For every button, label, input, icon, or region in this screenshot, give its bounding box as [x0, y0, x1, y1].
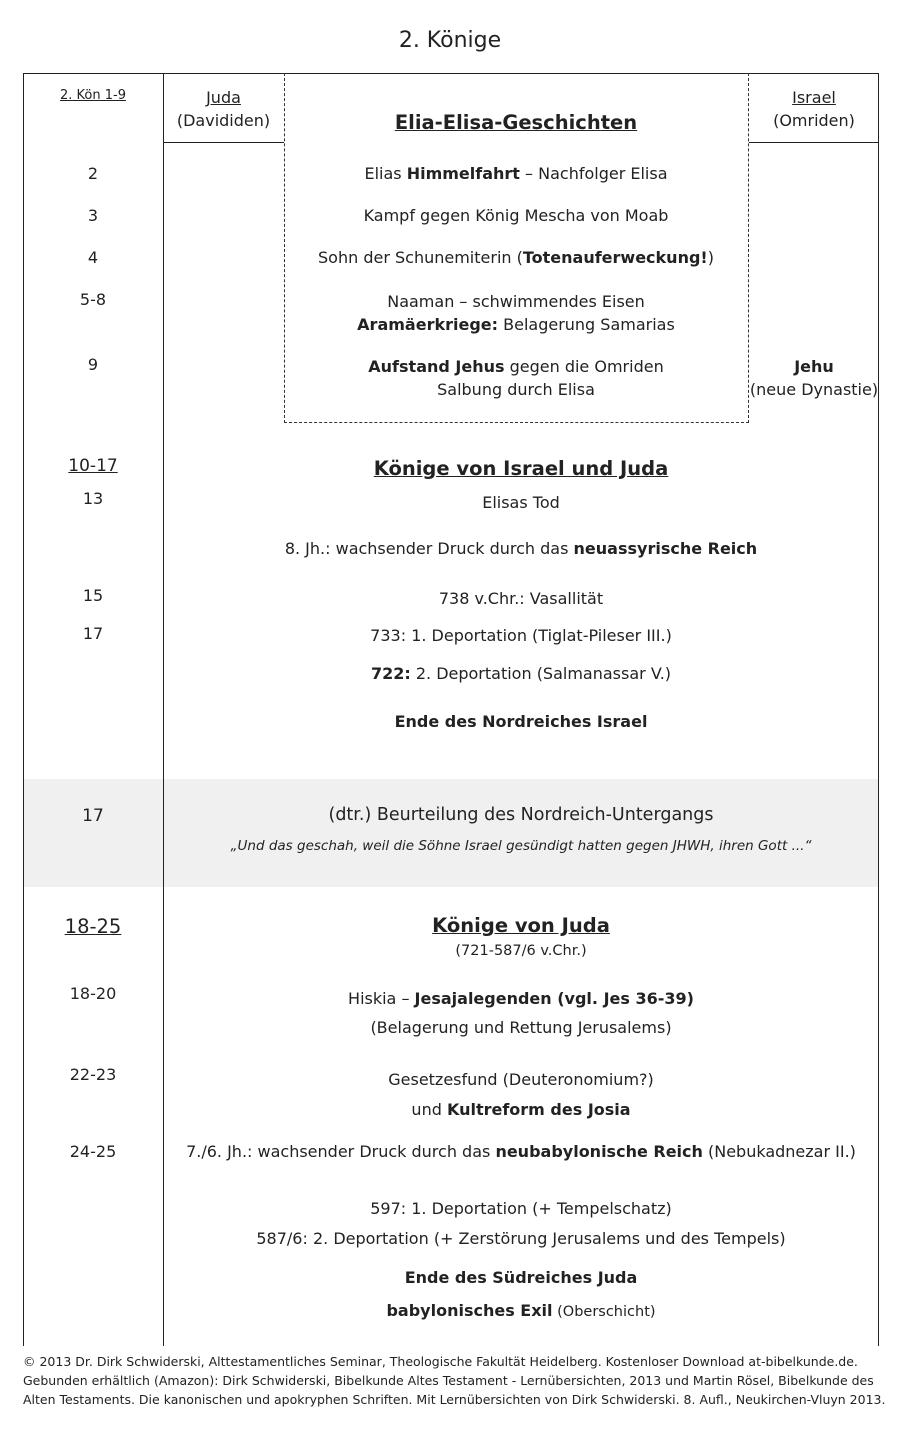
row-schunemiterin: Sohn der Schunemiterin (Totenauferweckung!) [318, 248, 714, 267]
row-naaman: Naaman – schwimmendes Eisen Aramäerkriege: Belagerung Samarias [357, 292, 675, 334]
neubabylonisch: 7./6. Jh.: wachsender Druck durch das neubabylonische Reich (Nebukadnezar II.) [186, 1142, 856, 1161]
ref-2: 2 [87, 164, 99, 183]
israel-header [749, 86, 879, 132]
footer-line-2: Gebunden erhältlich (Amazon): Dirk Schwiderski, Bibelkunde Altes Testament - Lernübersichten, 2013 und Martin Rösel, Bibelkunde des [23, 1373, 874, 1388]
ref-5-8: 5-8 [79, 290, 107, 309]
ref-18-25: 18-25 [64, 915, 122, 938]
section3-title: (dtr.) Beurteilung des Nordreich-Untergangs [328, 805, 714, 825]
deportations-juda: 597: 1. Deportation (+ Tempelschatz) 587/6: 2. Deportation (+ Zerstörung Jerusalems und des Tempels) [256, 1199, 786, 1248]
josia: Gesetzesfund (Deuteronomium?) und Kultreform des Josia [388, 1070, 654, 1119]
elisas-tod: Elisas Tod [482, 493, 560, 512]
ref-10-17: 10-17 [68, 456, 118, 476]
footer-line-1: © 2013 Dr. Dirk Schwiderski, Alttestamentliches Seminar, Theologische Fakultät Heidelberg. Kostenloser Download at-bibelkunde.de. [23, 1354, 858, 1369]
section4-title: Könige von Juda [432, 914, 610, 937]
section2-title: Könige von Israel und Juda [373, 457, 669, 480]
juda-sub: (Davididen) [176, 111, 271, 130]
israel-label: Israel [792, 88, 836, 107]
row-himmelfahrt: Elias Himmelfahrt – Nachfolger Elisa [364, 164, 668, 183]
ref-13: 13 [82, 489, 104, 508]
row-mescha: Kampf gegen König Mescha von Moab [363, 206, 669, 225]
hiskia: Hiskia – Jesajalegenden (vgl. Jes 36-39) (Belagerung und Rettung Jerusalems) [348, 989, 694, 1037]
israel-header-underline [749, 142, 879, 143]
ende-suedreich: Ende des Südreiches Juda [404, 1268, 638, 1287]
footer [23, 1352, 893, 1409]
ende-nordreich: Ende des Nordreiches Israel [394, 712, 648, 731]
ref-3: 3 [87, 206, 99, 225]
ref-9: 9 [87, 355, 99, 374]
vasallitaet: 738 v.Chr.: Vasallität [438, 589, 604, 608]
header-ref: 2. Kön 1-9 [60, 88, 126, 103]
section4-dates: (721-587/6 v.Chr.) [455, 943, 587, 959]
exil: babylonisches Exil (Oberschicht) [386, 1301, 656, 1320]
page-title: 2. Könige [398, 28, 502, 53]
ref-4: 4 [87, 248, 99, 267]
section1-title: Elia-Elisa-Geschichten [394, 111, 638, 134]
ref-18-20: 18-20 [69, 984, 117, 1003]
footer-line-3: Alten Testaments. Die kanonischen und apokryphen Schriften. Mit Lernübersichten von Dirk Schwiderski. 8. Aufl., Neukirchen-Vluyn 2013. [23, 1392, 886, 1407]
ref-15: 15 [82, 586, 104, 605]
ref-17a: 17 [82, 624, 104, 643]
quote: „Und das geschah, weil die Söhne Israel gesündigt hatten gegen JHWH, ihren Gott ...“ [230, 838, 812, 854]
deportation-722: 722: 2. Deportation (Salmanassar V.) [370, 664, 672, 683]
israel-jehu: Jehu (neue Dynastie) [749, 357, 879, 399]
juda-label: Juda [206, 88, 241, 107]
neuassyrisch: 8. Jh.: wachsender Druck durch das neuassyrische Reich [284, 539, 758, 558]
ref-22-23: 22-23 [69, 1065, 117, 1084]
row-jehu: Aufstand Jehus gegen die Omriden Salbung durch Elisa [368, 357, 664, 399]
juda-header-underline [163, 142, 284, 143]
ref-24-25: 24-25 [69, 1142, 117, 1161]
israel-sub: (Omriden) [773, 111, 855, 130]
ref-17b: 17 [82, 806, 104, 826]
deportation-733: 733: 1. Deportation (Tiglat-Pileser III.) [370, 626, 672, 645]
juda-header [163, 86, 284, 132]
